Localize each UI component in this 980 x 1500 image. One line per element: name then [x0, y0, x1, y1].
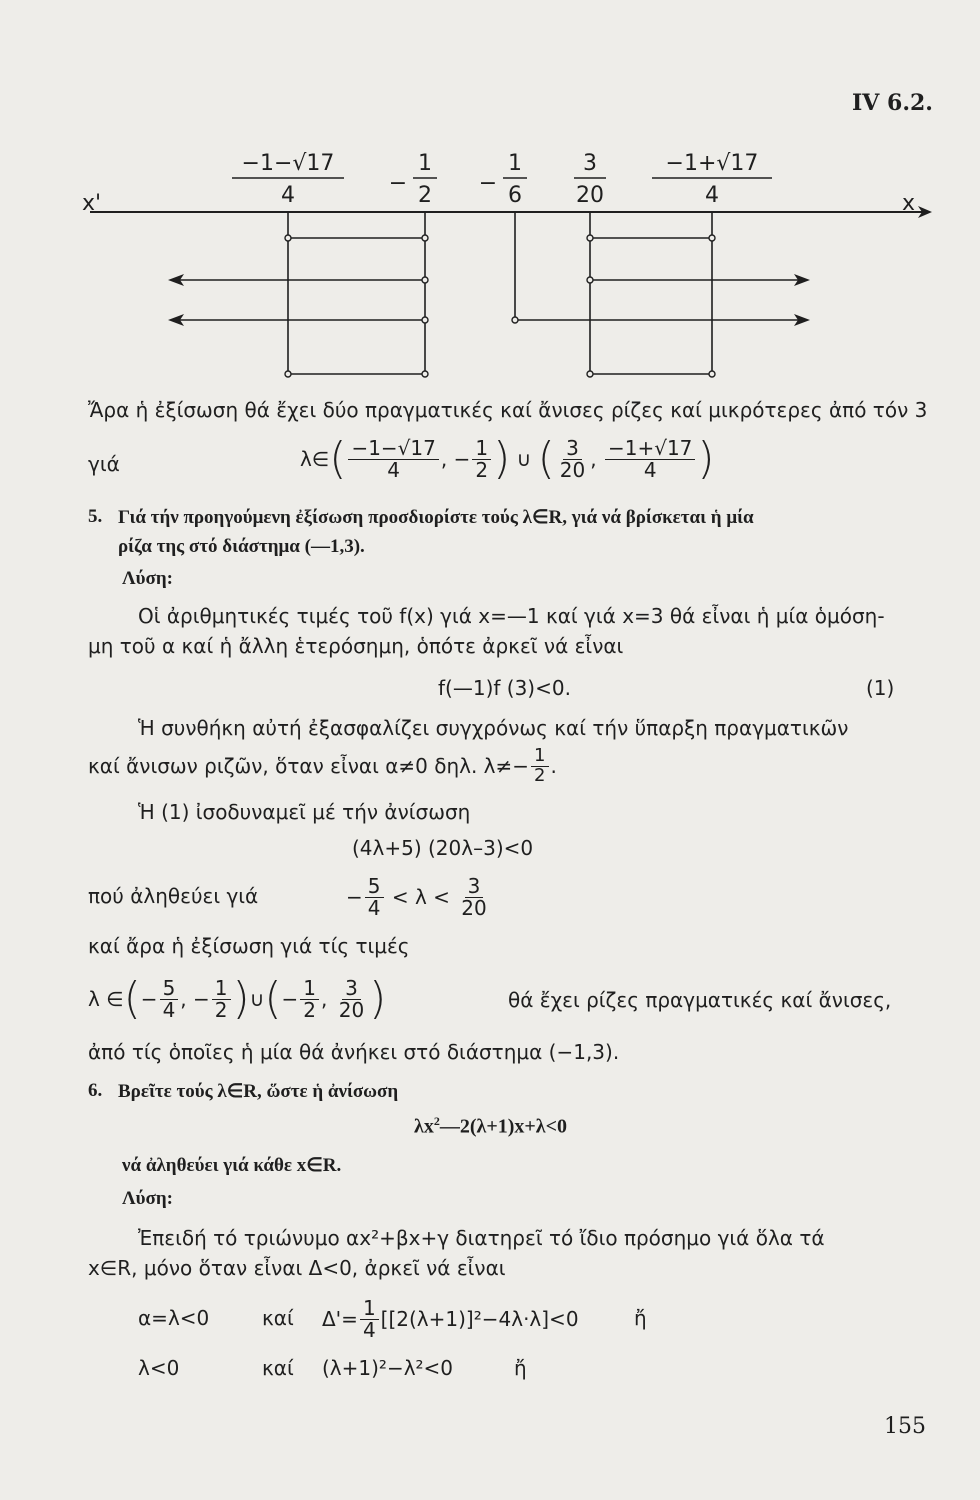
number-line-diagram	[60, 140, 960, 390]
problem5-solution-label: Λύση:	[122, 568, 173, 589]
p5-true-for: πού ἀληθεύει γιά	[88, 884, 259, 908]
point-3-num: 1	[508, 151, 522, 176]
para1-interval: λ∈ ( $\frac{-1-√17}{4}$ , − $\frac{1}{2}$ ) ∪ ( $\frac{3}{20}$ , $\frac{-1+√17}{4}$ )	[300, 433, 715, 484]
p5-par2-line2: καί ἄνισων ριζῶν, ὅταν εἶναι α≠0 δηλ. λ≠− $\frac{1}{2}$ .	[88, 744, 557, 786]
point-2-num: 1	[418, 151, 432, 176]
point-3-den: 6	[508, 183, 522, 208]
p6-and-2: καί	[262, 1356, 294, 1380]
p5-has-roots: θά ἔχει ρίζες πραγματικές καί ἄνισες,	[508, 988, 892, 1012]
problem5-number: 5.	[88, 506, 103, 527]
p6-par1-line2: x∈R, μόνο ὅταν εἶναι Δ<0, ἀρκεῖ νά εἶναι	[88, 1256, 506, 1280]
p5-eq1-tag: (1)	[866, 676, 895, 700]
p5-par1-line2: μη τοῦ α καί ἡ ἄλλη ἑτερόσημη, ὁπότε ἀρκεῖ νά εἶναι	[88, 634, 624, 658]
point-4-num: 3	[583, 151, 597, 176]
p5-inequality: − $\frac{5}{4}$ < λ < $\frac{3}{20}$	[346, 873, 487, 920]
point-3-sign: −	[478, 171, 498, 196]
problem5-line2: ρίζα της στό διάστημα (—1,3).	[118, 536, 365, 557]
p6-par1-line1: Ἐπειδή τό τριώνυμο αx²+βx+γ διατηρεῖ τό ἴδιο πρόσημο γιά ὅλα τά	[138, 1226, 825, 1250]
p6-or-2: ἤ	[514, 1356, 527, 1380]
p6-cond2: Δ'= $\frac{1}{4}$ [[2(λ+1)]²−4λ·λ]<0	[322, 1295, 579, 1342]
para1-text: Ἄρα ἡ ἐξίσωση θά ἔχει δύο πραγματικές καί ἄνισες ρίζες καί μικρότερες ἀπό τόν 3	[88, 398, 928, 422]
p5-eq2: (4λ+5) (20λ–3)<0	[352, 836, 534, 860]
point-1-den: 4	[281, 183, 295, 208]
point-2-den: 2	[418, 183, 432, 208]
p5-par3: Ἡ (1) ἰσοδυναμεῖ μέ τήν ἀνίσωση	[138, 800, 471, 824]
point-5-num: −1+√17	[665, 151, 759, 176]
problem5-line1: Γιά τήν προηγούμενη ἐξίσωση προσδιορίστε τούς λ∈R, γιά νά βρίσκεται ἡ μία	[118, 507, 754, 528]
section-header: IV 6.2.	[852, 90, 933, 116]
p6-or-1: ἤ	[634, 1306, 647, 1330]
problem6-solution-label: Λύση:	[122, 1188, 173, 1209]
p6-and-1: καί	[262, 1306, 294, 1330]
para1-lead: γιά	[88, 452, 120, 476]
p5-par1-line1: Οἱ ἀριθμητικές τιμές τοῦ f(x) γιά x=—1 καί γιά x=3 θά εἶναι ἡ μία ὁμόση-	[138, 604, 885, 628]
problem6-inequality: $\lambda x^2—2(\lambda+1)x+\lambda<0$	[414, 1114, 567, 1138]
point-2-sign: −	[388, 171, 408, 196]
point-4-den: 20	[576, 183, 604, 208]
point-5-den: 4	[705, 183, 719, 208]
page-number: 155	[884, 1414, 926, 1439]
p5-eq1: f(—1)f (3)<0.	[438, 676, 571, 700]
p6-cond1: α=λ<0	[138, 1306, 210, 1330]
p5-par2-line1: Ἡ συνθήκη αὐτή ἐξασφαλίζει συγχρόνως καί τήν ὕπαρξη πραγματικῶν	[138, 716, 849, 740]
problem6-line1: Βρεῖτε τούς λ∈R, ὥστε ἡ ἀνίσωση	[118, 1081, 399, 1102]
p5-therefore: καί ἄρα ἡ ἐξίσωση γιά τίς τιμές	[88, 934, 410, 958]
problem6-number: 6.	[88, 1080, 103, 1101]
axis-right-label: x	[902, 191, 916, 216]
problem6-line2: νά ἀληθεύει γιά κάθε x∈R.	[122, 1155, 342, 1176]
p6-cond4: (λ+1)²−λ²<0	[322, 1356, 454, 1380]
axis-left-label: x'	[82, 191, 102, 216]
p6-cond3: λ<0	[138, 1356, 180, 1380]
point-1-num: −1−√17	[241, 151, 335, 176]
p5-solution-set: λ ∈ ( − $\frac{5}{4}$ , − $\frac{1}{2}$ ) ∪ ( − $\frac{1}{2}$ , $\frac{3}{20}$ )	[88, 973, 387, 1024]
p5-from-which: ἀπό τίς ὁποῖες ἡ μία θά ἀνήκει στό διάστημα (−1,3).	[88, 1040, 620, 1064]
